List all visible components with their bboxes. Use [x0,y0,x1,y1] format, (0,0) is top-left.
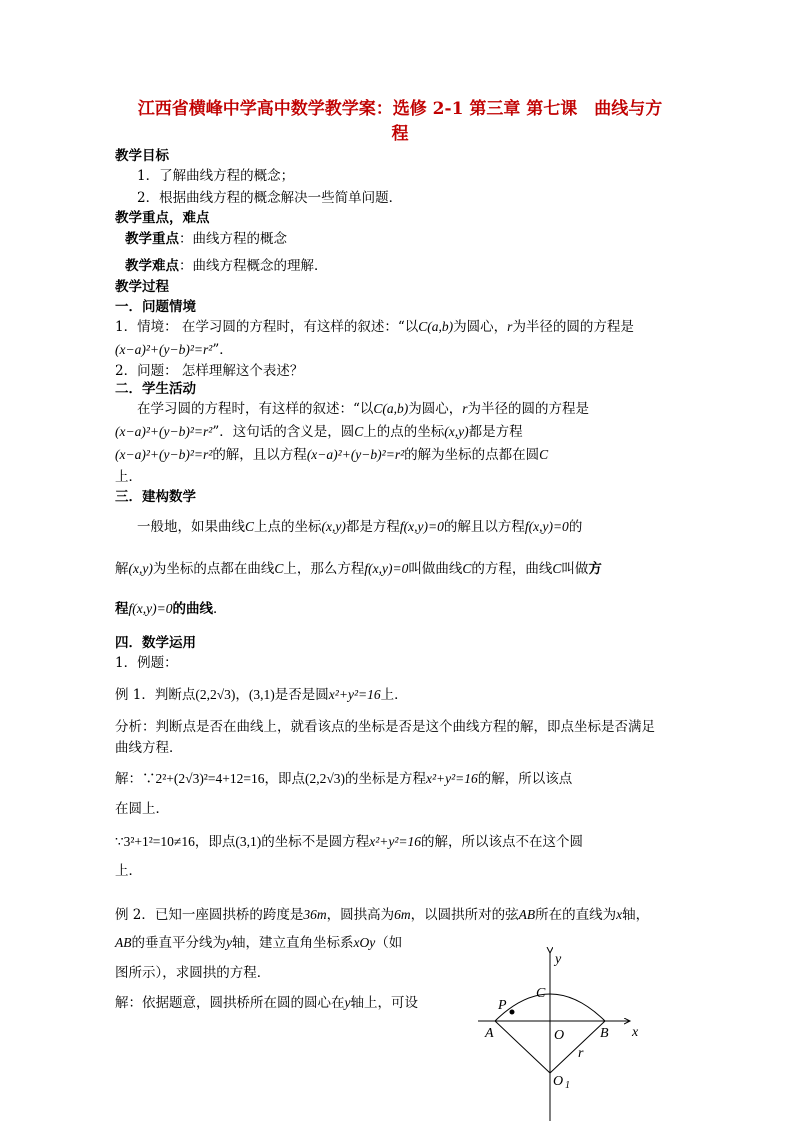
s3-text-h: 上，那么方程 [283,561,365,577]
focus-diff-label: 教学难点 [125,258,179,274]
s3-line2 [115,560,602,578]
ex2-text-d: 所在的直线为 [535,907,617,923]
s2-text-c: 为半径的圆的方程是 [467,401,590,417]
s1-line2 [115,341,233,359]
arch-bridge-figure [470,945,660,1123]
ex2-line2 [115,934,402,952]
math-xy: (x,y) [444,424,469,439]
math-pt1: (2,2√3) [195,687,236,702]
math-circle-eq: (x−a)²+(y−b)²=r² [115,342,213,357]
math-6m: 6m [394,907,411,922]
math-y: y [226,935,232,950]
s2-text-a: 在学习圆的方程时，有这样的叙述：“以 [137,401,374,417]
label-O1-subscript: 1 [565,1080,570,1091]
math-fxy0-2: f(x,y)=0 [524,519,569,534]
s3-line1 [137,518,582,536]
figure-svg [470,945,660,1123]
math-y-2: y [344,995,351,1010]
focus-key-text: ：曲线方程的概念 [179,231,287,247]
math-C-6: C [552,561,562,576]
s1-heading: 一．问题情境 [115,299,196,315]
math-circle-eq-4: (x−a)²+(y−b)²=r² [306,447,405,462]
label-x: x [632,1025,639,1040]
math-fxy0: f(x,y)=0 [399,519,444,534]
sol2-text-a: ∵ [115,834,124,850]
math-xOy: xOy [353,935,376,950]
s3-text-f: 解 [115,561,129,577]
s3-text-k: 叫做 [561,561,589,577]
sol2-text-b: ，即点 [194,834,236,850]
s1-text-d: ”． [212,342,233,358]
ex2-solution [115,994,418,1012]
s3-text-m: 程 [115,601,129,617]
focus-diff-text: ：曲线方程概念的理解． [179,258,328,274]
math-calc1: 2²+(2√3)²=4+12=16 [155,771,265,786]
math-C-2: C [539,447,549,462]
s1-text-c: 为半径的圆的方程是 [512,319,634,335]
math-AB-2: AB [115,935,132,950]
math-xy-2: (x,y) [321,519,346,534]
s3-text-g: 为坐标的点都在曲线 [152,561,275,577]
math-x: x [616,907,623,922]
s2-line4: 上． [115,469,142,485]
math-fxy0-4: f(x,y)=0 [128,601,173,616]
s3-heading: 三．建构数学 [115,489,196,505]
sol1-line1 [115,770,572,788]
s3-text-j: 的方程，曲线 [471,561,553,577]
math-circle-eq-2: (x−a)²+(y−b)²=r² [115,424,213,439]
s3-text-i: 叫做曲线 [408,561,463,577]
label-C: C [536,986,546,1001]
ex1-text-c: 是否是圆 [274,687,329,703]
ex2-line3: 图所示），求圆拱的方程． [115,965,271,981]
math-AB: AB [518,907,536,922]
label-P: P [498,998,507,1013]
doc-title-line2: 程 [391,124,409,144]
label-A: A [485,1026,494,1041]
s3-text-d: 的解且以方程 [443,519,525,535]
ex2-text-a: 例 2．已知一座圆拱桥的跨度是 [115,907,304,923]
s2-line2 [115,423,523,441]
label-B: B [600,1026,609,1041]
s2-text-f: 都是方程 [468,424,523,440]
ex2-sol-text-a: 解：依据题意，圆拱桥所在圆的圆心在 [115,995,345,1011]
ex1-text-b: ， [235,687,249,703]
s3-text-e: 的 [568,519,583,535]
ex2-text-g: 轴，建立直角坐标系 [232,935,354,951]
s2-text-g: 的解，且以方程 [212,447,307,463]
math-xy-3: (x,y) [128,561,153,576]
sol2-text-c: 的坐标不是圆方程 [261,834,370,850]
focus-key [125,230,287,248]
doc-title-line1: 江西省横峰中学高中数学教学案：选修 2-1 第三章 第七课 曲线与方 [137,99,663,119]
s2-text-b: 为圆心， [408,401,463,417]
goals-heading: 教学目标 [115,148,169,164]
ex1-text-a: 例 1．判断点 [115,687,196,703]
sol2-line2: 上． [115,863,142,879]
s1-text-b: 为圆心， [453,319,508,335]
s3-line3 [115,600,226,618]
label-O: O [554,1028,565,1043]
ex2-sol-text-b: 轴上，可设 [350,995,418,1011]
math-r-2: r [462,401,468,416]
s3-text-l: 方 [588,561,602,577]
s3-text-n: 的曲线 [172,601,213,617]
s1-line3: 2．问题： 怎样理解这个表述？ [115,363,304,379]
math-pt2: (3,1) [248,687,275,702]
s3-text-b: 上点的坐标 [254,519,322,535]
sol1-text-c: 的坐标是方程 [344,771,426,787]
focus-key-label: 教学重点 [125,231,179,247]
ex1-line [115,686,408,704]
math-C: C [354,424,364,439]
s1-line1 [115,318,634,336]
point-P [510,1010,515,1015]
math-calc2: 3²+1²=10≠16 [123,834,195,849]
goal-2: 2．根据曲线方程的概念解决一些简单问题． [137,190,403,206]
label-y: y [555,952,562,967]
focus-heading: 教学重点，难点 [115,210,210,226]
sol1-text-b: ，即点 [264,771,305,787]
math-circle-eq-3: (x−a)²+(y−b)²=r² [115,447,213,462]
s3-text-a: 一般地，如果曲线 [137,519,245,535]
s2-text-d: ”．这句话的含义是，圆 [212,424,355,440]
s2-text-e: 上的点的坐标 [363,424,445,440]
ex2-line1 [115,906,649,924]
math-pt1-2: (2,2√3) [304,771,345,786]
ex2-text-b: ，圆拱高为 [326,907,395,923]
s2-line1 [137,400,589,418]
math-pt2-2: (3,1) [235,834,262,849]
math-C-5: C [462,561,472,576]
ex1-text-d: 上． [380,687,408,703]
math-Cab: C(a,b) [418,319,454,334]
sol2-line1 [115,833,583,851]
s2-heading: 二．学生活动 [115,381,196,397]
sol1-text-a: 解：∵ [115,771,156,787]
sol2-text-d: 的解，所以该点不在这个圆 [421,834,584,850]
s2-line3 [115,446,548,464]
sol1-text-d: 的解，所以该点 [477,771,573,787]
ex2-text-e: 轴， [622,907,650,923]
analysis-line1: 分析：判断点是否在曲线上，就看该点的坐标是否是这个曲线方程的解，即点坐标是否满足 [115,719,655,735]
sol1-line2: 在圆上． [115,801,169,817]
math-Cab-2: C(a,b) [373,401,409,416]
s1-text-a: 1．情境： 在学习圆的方程时，有这样的叙述：“以 [115,319,419,335]
s3-text-o: ． [212,601,227,617]
process-heading: 教学过程 [115,279,169,295]
label-r: r [578,1046,584,1061]
analysis-line2: 曲线方程． [115,740,183,756]
math-fxy0-3: f(x,y)=0 [364,561,409,576]
math-circle16: x²+y²=16 [328,687,381,702]
math-C-4: C [274,561,284,576]
math-circle16-3: x²+y²=16 [369,834,422,849]
s3-text-c: 都是方程 [345,519,400,535]
math-C-3: C [245,519,255,534]
ex2-text-h: （如 [375,935,403,951]
label-O1: O [553,1074,564,1089]
s4-heading: 四．数学运用 [115,635,196,651]
math-r: r [507,319,513,334]
radius-line-A [495,1021,550,1073]
math-36m: 36m [303,907,327,922]
s2-text-h: 的解为坐标的点都在圆 [404,447,540,463]
s4-line1: 1．例题： [115,655,178,671]
goal-1: 1．了解曲线方程的概念； [137,168,295,184]
ex2-text-c: ，以圆拱所对的弦 [410,907,519,923]
ex2-text-f: 的垂直平分线为 [131,935,226,951]
math-circle16-2: x²+y²=16 [425,771,478,786]
focus-diff [125,257,328,275]
